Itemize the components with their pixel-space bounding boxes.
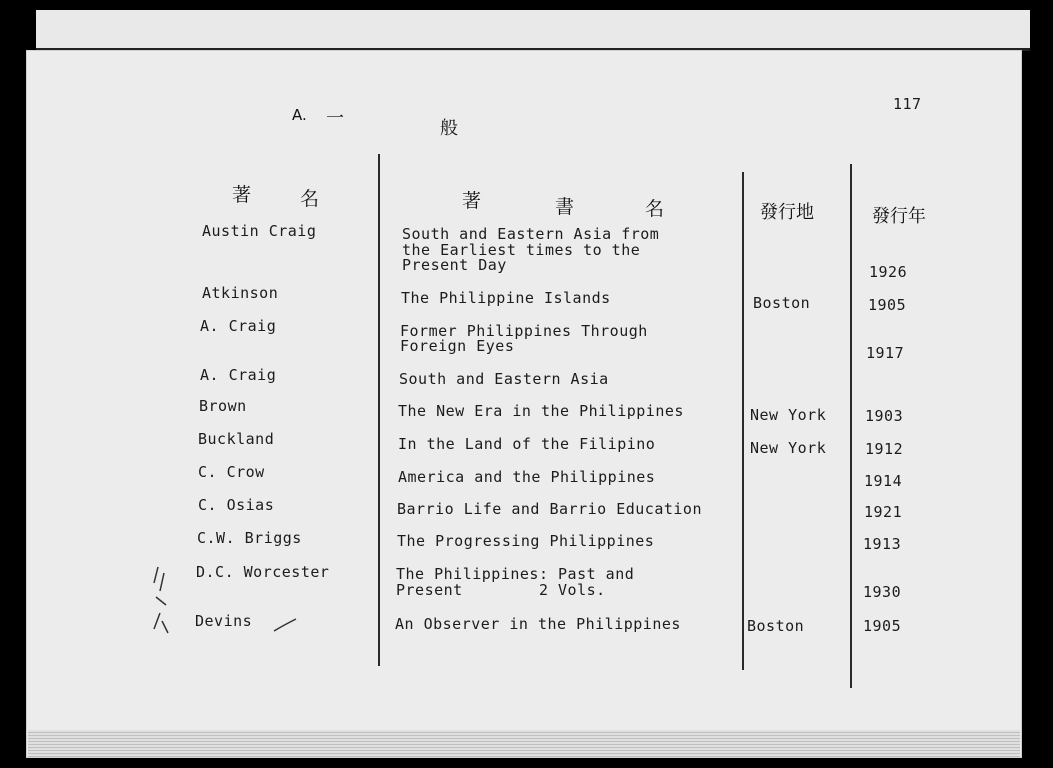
row-title-line: South and Eastern Asia from [402,225,660,243]
row-author: Atkinson [202,284,279,302]
row-place: Boston [753,294,811,312]
row-year: 1930 [863,583,902,601]
header-title-3: 名 [645,198,665,220]
row-author: C. Crow [198,463,265,481]
row-title-line: America and the Philippines [398,468,656,486]
header-title-1: 著 [462,190,482,212]
row-title-line: Foreign Eyes [400,337,515,355]
column-rule-3 [850,164,852,688]
row-author: C. Osias [198,496,275,514]
header-author-2: 名 [300,188,320,210]
row-year: 1921 [864,503,903,521]
row-year: 1914 [864,472,903,490]
row-place: Boston [747,617,805,635]
row-author: C.W. Briggs [197,529,302,547]
row-title-line: In the Land of the Filipino [398,435,656,453]
row-year: 1926 [869,263,908,281]
row-author: D.C. Worcester [196,563,330,581]
row-title-line: Present Day [402,256,507,274]
row-author: A. Craig [200,366,277,384]
handwritten-marks [150,555,300,645]
row-place: New York [750,406,827,424]
row-title-line: An Observer in the Philippines [395,615,681,633]
row-title-line: The Progressing Philippines [397,532,655,550]
page-stack-edge [28,730,1020,758]
section-dash: 一 [326,108,344,129]
row-year: 1913 [863,535,902,553]
section-char: 般 [440,118,458,139]
row-year: 1905 [868,296,907,314]
page-number: 117 [893,95,922,113]
column-rule-1 [378,154,380,666]
row-year: 1903 [865,407,904,425]
row-author: Buckland [198,430,275,448]
header-title-2: 書 [555,196,575,218]
row-year: 1917 [866,344,905,362]
column-rule-2 [742,172,744,670]
row-author: Austin Craig [202,222,317,240]
section-letter: A. [292,106,307,124]
row-title-line: The Philippine Islands [401,289,611,307]
row-title-line: South and Eastern Asia [399,370,609,388]
header-place: 發行地 [760,202,814,223]
row-title-line: The New Era in the Philippines [398,402,684,420]
row-author: A. Craig [200,317,277,335]
top-page-edge [36,10,1030,51]
row-title-line: Barrio Life and Barrio Education [397,500,702,518]
row-author: Brown [199,397,247,415]
row-place: New York [750,439,827,457]
row-title-line: The Philippines: Past and [396,565,635,583]
header-year: 發行年 [872,206,926,227]
header-author-1: 著 [232,184,252,206]
row-author: Devins [195,612,253,630]
row-title-line: the Earliest times to the [402,241,641,259]
row-year: 1912 [865,440,904,458]
row-title-line: Present 2 Vols. [396,581,606,599]
row-title-line: Former Philippines Through [400,322,648,340]
row-year: 1905 [863,617,902,635]
